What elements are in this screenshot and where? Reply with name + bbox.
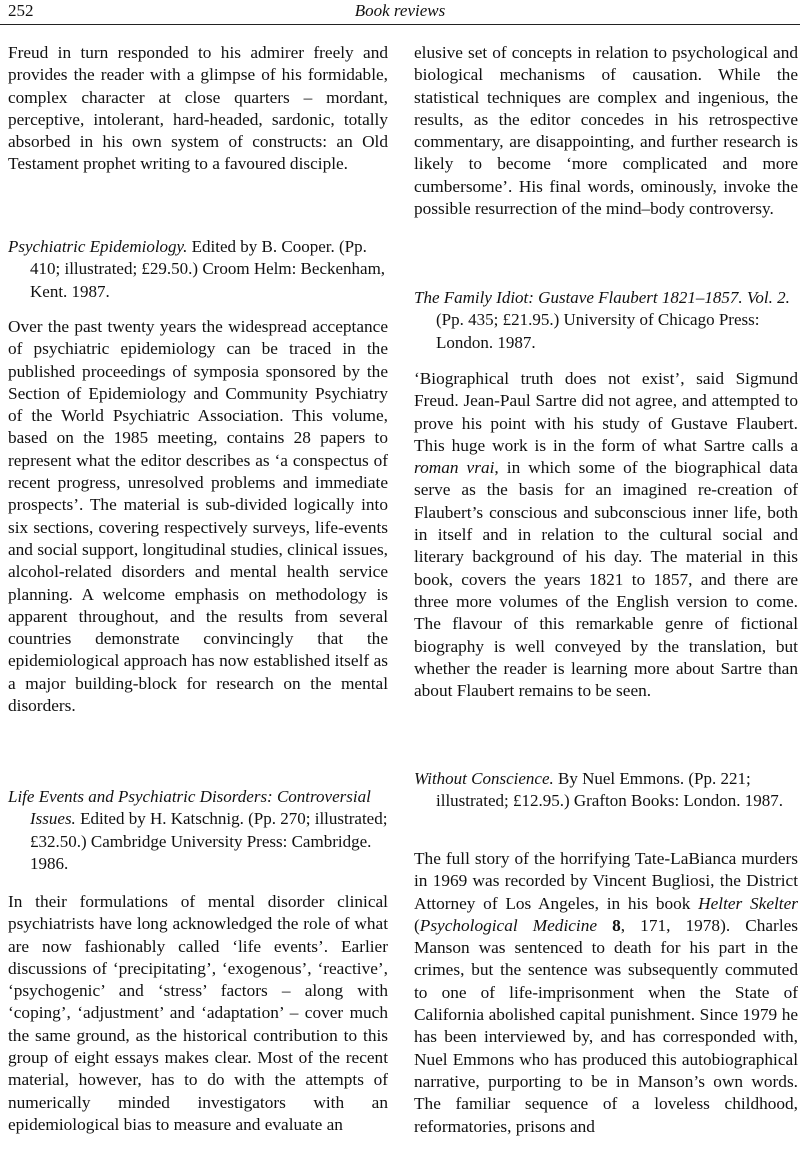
book-title: Helter Skelter: [698, 893, 798, 913]
review-details: (Pp. 435; £21.95.) University of Chicago Press: London. 1987.: [436, 310, 760, 352]
review-details: Edited by H. Katschnig. (Pp. 270; illustrated; £32.50.) Cambridge University Press: Cambridge. 1986.: [30, 809, 388, 873]
page-number: 252: [8, 1, 34, 20]
page-header: [0, 0, 800, 25]
italic-term: roman vrai: [414, 458, 495, 478]
review-details: Edited by B. Cooper. (Pp. 410; illustrated; £29.50.) Croom Helm: Beckenham, Kent. 1987.: [30, 237, 386, 301]
review-details: By Nuel Emmons. (Pp. 221; illustrated; £12.95.) Grafton Books: London. 1987.: [436, 769, 784, 811]
review-heading-life-events: [8, 786, 388, 875]
review-heading-psychiatric-epidemiology: [8, 236, 388, 303]
continuation-paragraph-right: elusive set of concepts in relation to psychological and biological mechanisms of causation. While the statistical techniques are complex and ingenious, the results, as the editor concedes in his retrospective commentary, are disappointing, and further research is likely to become ‘more complicated and more cumbersome’. His final words, ominously, invoke the possible resurrection of the mind–body controversy.: [414, 43, 798, 219]
review-text: , 171, 1978). Charles Manson was sentenced to death for his part in the crimes, but the sentence was subsequently commuted to one of life-imprisonment when the State of California abolished capital punishment. Since 1979 he has been interviewed by, and has corresponded with, Nuel Emmons who has produced this autobiographical narrative, purporting to be in Manson’s own words. The familiar sequence of a loveless childhood, reformatories, prisons and: [414, 915, 799, 1136]
continuation-paragraph-left: Freud in turn responded to his admirer freely and provides the reader with a glimpse of his formidable, complex character at close quarters – mordant, perceptive, intolerant, hard-headed, sardonic, totally absorbed in his own system of constructs: an Old Testament prophet writing to a favoured disciple.: [8, 43, 388, 174]
review-text: (: [414, 915, 420, 935]
review-text: ‘Biographical truth does not exist’, said Sigmund Freud. Jean-Paul Sartre did not agree, and attempted to prove his point with his study of Gustave Flaubert. This huge work is in the form of what Sartre calls a: [414, 369, 798, 455]
review-text: [597, 916, 612, 935]
review-body-psychiatric-epidemiology: Over the past twenty years the widespread acceptance of psychiatric epidemiology can be traced in the published proceedings of symposia sponsored by the Section of Epidemiology and Community Psychiatry of the World Psychiatric Association. This volume, based on the 1985 meeting, contains 28 papers to represent what the editor describes as ‘a conspectus of recent progress, unresolved problems and immediate prospects’. The material is sub-divided logically into six sections, covering respectively surveys, life-events and social support, longitudinal studies, clinical issues, alcohol-related disorders and mental health service planning. A welcome emphasis on methodology is apparent throughout, and the results from several countries demonstrate convincingly that the epidemiological approach has now established itself as a major building-block for research on the mental disorders.: [8, 317, 388, 716]
review-heading-without-conscience: [414, 768, 798, 813]
review-title: Life Events and Psychiatric Disorders: Controversial Issues.: [8, 787, 371, 829]
review-text: , in which some of the biographical data serve as the basis for an imagined re-creation of Flaubert’s conscious and subconscious inner life, both in itself and in relation to the cultural social and literary background of his day. The material in this book, covers the years 1821 to 1857, and there are three more volumes of the English version to come. The flavour of this remarkable genre of fictional biography is well conveyed by the translation, but whether the reader is learning more about Sartre than about Flaubert remains to be seen.: [414, 458, 798, 701]
review-title: Psychiatric Epidemiology.: [8, 237, 188, 256]
review-body-without-conscience: [414, 848, 798, 1138]
running-head: Book reviews: [354, 1, 446, 20]
review-text: The full story of the horrifying Tate-LaBianca murders in 1969 was recorded by Vincent Bugliosi, the District Attorney of Los Angeles, in his book: [414, 849, 798, 913]
review-heading-family-idiot: [414, 287, 798, 354]
journal-title: Psychological Medicine: [419, 915, 598, 935]
review-title: The Family Idiot: Gustave Flaubert 1821–1857. Vol. 2.: [414, 288, 790, 307]
review-title: Without Conscience.: [414, 769, 554, 788]
journal-volume: 8: [612, 915, 621, 935]
review-body-family-idiot: [414, 368, 798, 702]
review-body-life-events: In their formulations of mental disorder clinical psychiatrists have long acknowledged the role of what are now fashionably called ‘life events’. Earlier discussions of ‘precipitating’, ‘exogenous’, ‘reactive’, ‘psychogenic’ and ‘stress’ factors – along with ‘coping’, ‘adjustment’ and ‘adaptation’ – cover much the same ground, as the historical contribution to this group of eight essays makes clear. Most of the recent material, however, has to do with the attempts of numerically minded investigators with an epidemiological bias to measure and evaluate an: [8, 892, 388, 1134]
